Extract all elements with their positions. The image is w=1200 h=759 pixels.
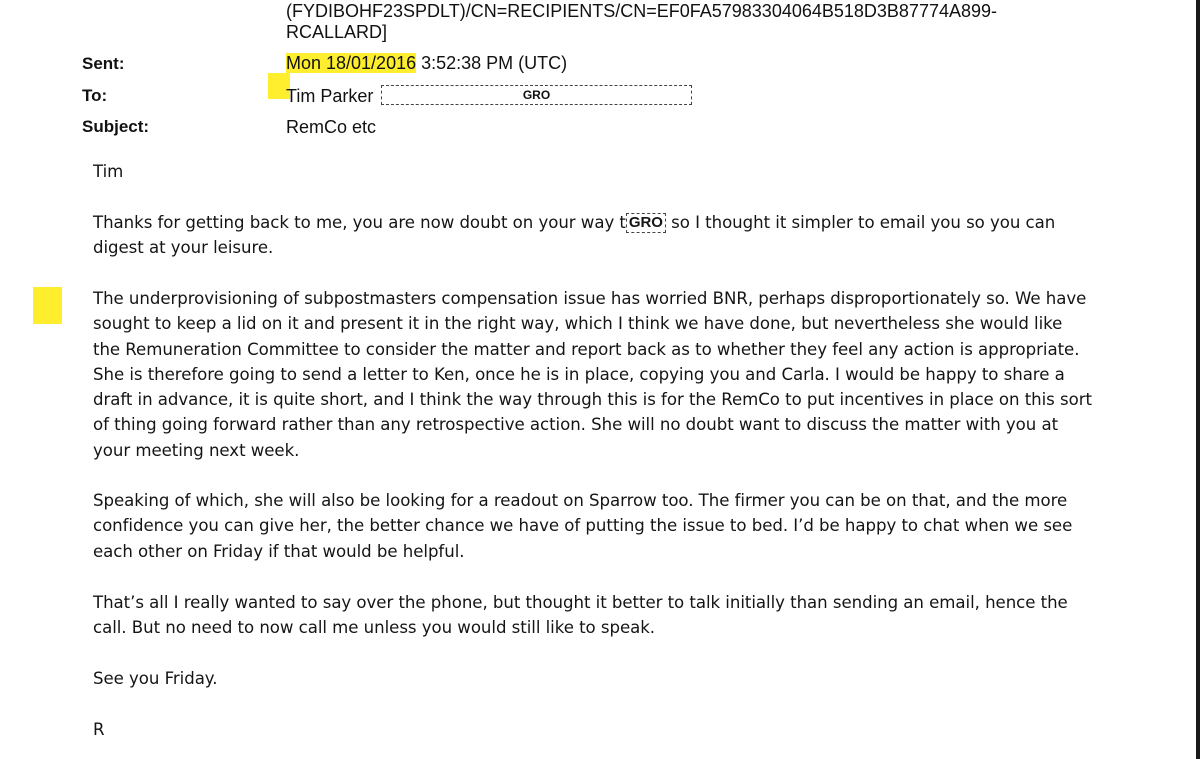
paragraph-1-after: so I thought it simpler to email you so you can digest at your leisure. [93, 213, 1056, 258]
recipient-address-line-1: (FYDIBOHF23SPDLT)/CN=RECIPIENTS/CN=EF0FA57983304064B518D3B87774A899- [286, 1, 998, 21]
paragraph-4 [93, 590, 1093, 641]
to-redaction-box [381, 85, 692, 105]
paragraph-3 [93, 488, 1093, 564]
signature [93, 717, 1093, 742]
signature-text: R [93, 720, 105, 739]
sent-date-highlighted: Mon 18/01/2016 [286, 53, 417, 73]
paragraph-2 [93, 286, 1093, 463]
paragraph-1-before: Thanks for getting back to me, you are now doubt on your way t [93, 213, 626, 232]
closing-text: See you Friday. [93, 669, 218, 688]
sent-value [286, 52, 567, 74]
subject-label: Subject: [82, 117, 150, 136]
sent-label: Sent: [82, 54, 125, 73]
salutation-text: Tim [93, 162, 124, 181]
paragraph-4-text: That’s all I really wanted to say over the phone, but thought it better to talk initially than sending an email, hence the call. But no need to now call me unless you would still like to speak. [93, 593, 1068, 638]
to-label: To: [82, 86, 108, 105]
paragraph-2-text: The underprovisioning of subpostmasters compensation issue has worried BNR, perhaps disproportionately so. We have sought to keep a lid on it and present it in the right way, which I think we have done, but nevertheless she would like the Remuneration Committee to consider the matter and report back as to whether they feel any action is appropriate. She is therefore going to send a letter to Ken, once he is in place, copying you and Carla. I would be happy to share a draft in advance, it is quite short, and I think the way through this is for the RemCo to put incentives in place on this sort of thing going forward rather than any retrospective action. She will no doubt want to discuss the matter with you at your meeting next week. [93, 289, 1092, 460]
sent-time: 3:52:38 PM (UTC) [416, 53, 568, 73]
inline-redaction-box: GRO [626, 213, 666, 233]
to-redaction-label: GRO [522, 88, 551, 102]
highlight-mark-margin [33, 287, 62, 324]
paragraph-3-text: Speaking of which, she will also be looking for a readout on Sparrow too. The firmer you can be on that, and the more confidence you can give her, the better chance we have of putting the issue to bed. I’d be happy to chat when we see each other on Friday if that would be helpful. [93, 491, 1073, 561]
recipient-address-line-2: RCALLARD] [286, 22, 388, 42]
closing [93, 666, 1093, 691]
page-edge-border [1196, 0, 1200, 759]
salutation [93, 159, 1093, 184]
paragraph-1 [93, 210, 1093, 261]
to-value: Tim Parker [286, 86, 374, 106]
subject-value: RemCo etc [286, 117, 377, 137]
